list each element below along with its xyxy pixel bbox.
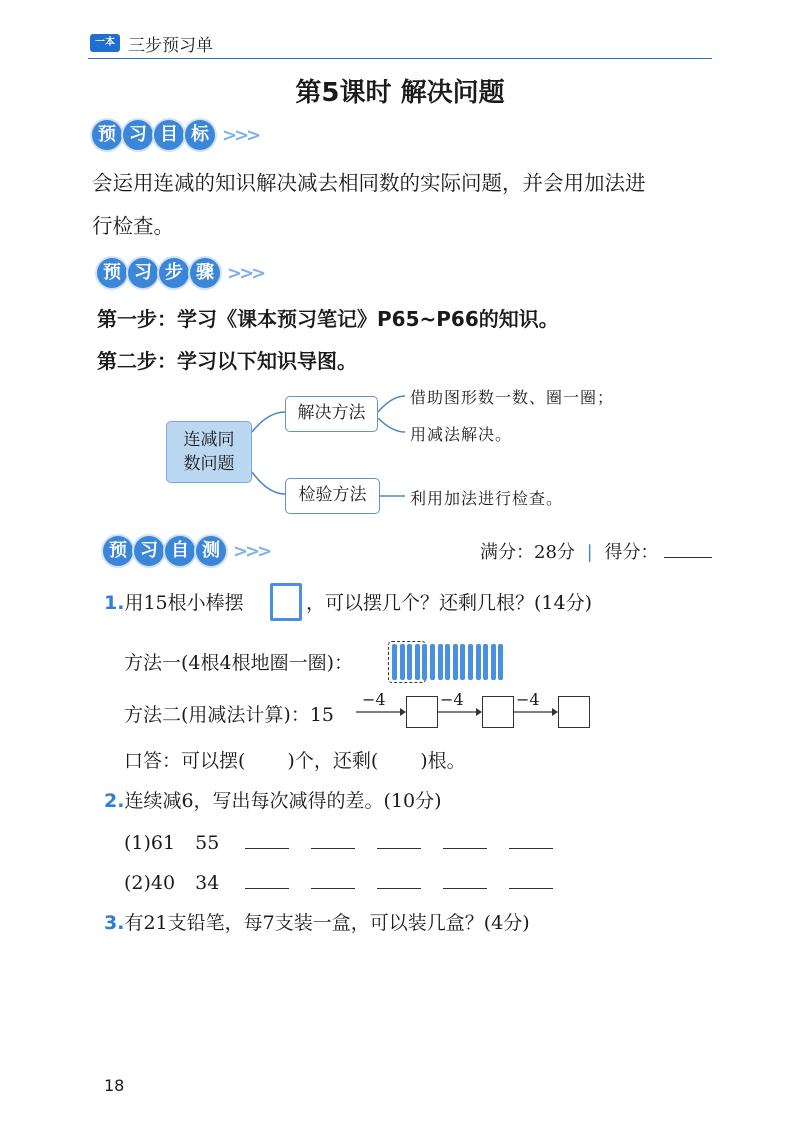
oral-answer-part: )根。 — [420, 750, 466, 772]
method-one-label: 方法一(4根4根地圈一圈)： — [124, 652, 354, 674]
section-char: 自 — [165, 536, 195, 566]
answer-blank[interactable] — [509, 828, 553, 849]
oral-answer-part: )个，还剩( — [287, 750, 379, 772]
answer-blank[interactable] — [311, 828, 355, 849]
mindmap-root-line1: 连减同 — [183, 430, 235, 450]
answer-box[interactable] — [482, 696, 514, 728]
score-blank[interactable] — [664, 557, 712, 558]
brand-logo: 一本 — [90, 34, 120, 52]
q2-row-2 — [124, 868, 575, 898]
answer-blank[interactable] — [377, 828, 421, 849]
row-value: 55 — [195, 832, 220, 854]
brand-name: 三步预习单 — [128, 36, 213, 56]
page-number: 18 — [104, 1076, 125, 1095]
section-char: 习 — [134, 536, 164, 566]
step-one: 第一步：学习《课本预习笔记》P65~P66的知识。 — [97, 307, 559, 331]
answer-blank[interactable] — [245, 828, 289, 849]
goal-text-line1: 会运用连减的知识解决减去相同数的实际问题，并会用加法进 — [92, 171, 646, 195]
q2-row-1 — [124, 828, 575, 858]
row-label: (1)61 — [124, 832, 176, 854]
section-char: 习 — [123, 120, 153, 150]
section-char: 预 — [103, 536, 133, 566]
stick — [445, 644, 450, 680]
mindmap-leaf: 利用加法进行检查。 — [410, 489, 564, 508]
mindmap-node-check: 检验方法 — [285, 478, 380, 514]
stick — [407, 644, 412, 680]
answer-blank[interactable] — [377, 868, 421, 889]
answer-blank[interactable] — [311, 868, 355, 889]
chevrons-icon: >>> — [227, 262, 264, 284]
stick — [468, 644, 473, 680]
answer-blank[interactable] — [509, 868, 553, 889]
stick — [460, 644, 465, 680]
step-two: 第二步：学习以下知识导图。 — [97, 349, 357, 373]
stick — [392, 644, 397, 680]
stick — [430, 644, 435, 680]
section-char: 目 — [154, 120, 184, 150]
stick — [498, 644, 503, 680]
question-number: 3. — [104, 912, 125, 934]
question-text: ，可以摆几个？还剩几根？(14分) — [306, 592, 593, 614]
row-label: (2)40 — [124, 872, 176, 894]
full-score: 满分：28分 — [480, 542, 575, 563]
stick — [400, 644, 405, 680]
section-char: 骤 — [190, 258, 220, 288]
section-char: 标 — [185, 120, 215, 150]
question-text: 有21支铅笔，每7支装一盒，可以装几盒？(4分) — [124, 912, 530, 934]
mindmap-root-line2: 数问题 — [183, 454, 235, 474]
section-char: 步 — [159, 258, 189, 288]
section-char: 预 — [92, 120, 122, 150]
section-char: 测 — [196, 536, 226, 566]
oral-answer — [124, 746, 466, 776]
mindmap-leaf: 用减法解决。 — [410, 425, 513, 444]
score-label: 得分： — [604, 542, 659, 563]
stick — [476, 644, 481, 680]
stick — [422, 644, 427, 680]
question-1 — [104, 588, 244, 618]
chevrons-icon: >>> — [233, 540, 270, 562]
score-divider: | — [586, 542, 593, 563]
answer-box[interactable] — [558, 696, 590, 728]
goal-text-line2: 行检查。 — [92, 214, 174, 238]
question-number: 2. — [104, 790, 125, 812]
answer-blank[interactable] — [245, 868, 289, 889]
mindmap-node-solve: 解决方法 — [285, 396, 378, 432]
page-title: 第5课时 解决问题 — [295, 78, 505, 108]
question-2 — [104, 786, 442, 816]
section-char: 预 — [97, 258, 127, 288]
section-tag-selftest — [103, 534, 269, 568]
stick — [438, 644, 443, 680]
oral-answer-part: 口答：可以摆( — [124, 750, 246, 772]
question-text: 连续减6，写出每次减得的差。(10分) — [124, 790, 442, 812]
answer-box[interactable] — [406, 696, 438, 728]
square-figure — [270, 583, 302, 621]
question-text: 用15根小棒摆 — [124, 592, 244, 614]
method-two-label: 方法二(用减法计算)：15 — [124, 704, 335, 726]
stick — [415, 644, 420, 680]
question-3 — [104, 908, 530, 938]
answer-blank[interactable] — [443, 868, 487, 889]
sticks-row — [392, 644, 503, 680]
minus-label: −4 — [362, 690, 386, 709]
stick — [483, 644, 488, 680]
stick — [491, 644, 496, 680]
mindmap-leaf: 借助图形数一数、圈一圈； — [410, 388, 615, 407]
mindmap-root — [166, 421, 252, 483]
chevrons-icon: >>> — [222, 124, 259, 146]
score-bar — [480, 538, 712, 564]
minus-label: −4 — [440, 690, 464, 709]
question-number: 1. — [104, 592, 125, 614]
answer-blank[interactable] — [443, 828, 487, 849]
section-char: 习 — [128, 258, 158, 288]
minus-label: −4 — [516, 690, 540, 709]
row-value: 34 — [195, 872, 220, 894]
stick — [453, 644, 458, 680]
